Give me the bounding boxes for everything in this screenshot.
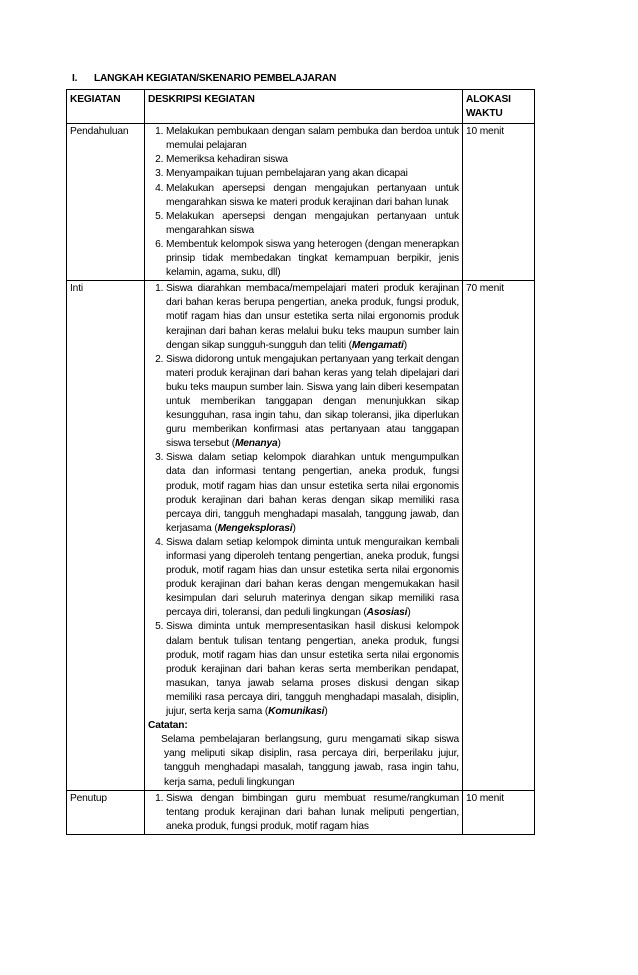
step-tag: Komunikasi xyxy=(268,706,325,718)
step-list xyxy=(148,125,459,280)
header-description: DESKRIPSI KEGIATAN xyxy=(145,90,463,124)
step-tag: Menanya xyxy=(234,438,278,450)
list-item: 4. Siswa dalam setiap kelompok diminta untuk menguraikan kembali informasi yang diperoleh tentang pengertian, aneka produk, fungsi produk, motif ragam hias dan unsur estetika serta nilai ergonomis produk kerajinan dari bahan keras dengan mengemukakan hasil kesimpulan dari seluruh materinya dengan sikap memiliki rasa percaya diri, toleransi, dan peduli lingkungan (Asosiasi) xyxy=(166,536,459,621)
activity-cell: Penutup xyxy=(67,790,145,834)
section-title: LANGKAH KEGIATAN/SKENARIO PEMBELAJARAN xyxy=(94,73,337,84)
lesson-plan-table xyxy=(66,89,535,835)
step-tag: Mengamati xyxy=(351,339,404,351)
note-text: Selama pembelajaran berlangsung, guru mengamati sikap siswa yang meliputi sikap disiplin, rasa percaya diri, berperilaku jujur, tangguh menghadapi masalah, tanggung jawab, rasa ingin tahu, kerja sama, peduli lingkungan xyxy=(161,734,459,788)
list-item: 5. Siswa diminta untuk mempresentasikan hasil diskusi kelompok dalam bentuk tulisan tentang pengertian, aneka produk, fungsi produk, motif ragam hias dan unsur estetika serta nilai ergonomis produk kerajinan dari bahan keras serta memberikan pendapat, masukan, tanya jawab selama proses diskusi dengan sikap memiliki rasa percaya diri, tangguh menghadapi masalah, disiplin, jujur, serta kerja sama (Komunikasi) xyxy=(166,620,459,719)
description-cell xyxy=(145,790,463,834)
header-time: ALOKASI WAKTU xyxy=(463,90,535,124)
list-item: 4. Melakukan apersepsi dengan mengajukan pertanyaan untuk mengarahkan siswa ke materi produk kerajinan dari bahan lunak xyxy=(166,182,459,210)
step-tag: Asosiasi xyxy=(366,607,408,619)
list-item: 2. Siswa didorong untuk mengajukan pertanyaan yang terkait dengan materi produk kerajinan dari bahan keras yang telah dipelajari dari buku teks maupun sumber lain. Siswa yang lain diberi kesempatan untuk memberikan tanggapan dengan menunjukkan sikap kesungguhan, rasa ingin tahu, dan sikap toleransi, jika diperlukan guru memberikan konfirmasi atas pertanyaan atau tanggapan siswa tersebut (Menanya) xyxy=(166,353,459,452)
list-item: 5. Melakukan apersepsi dengan mengajukan pertanyaan untuk mengarahkan siswa xyxy=(166,210,459,238)
table-row xyxy=(67,281,535,790)
description-cell xyxy=(145,124,463,281)
list-item: 1. Siswa diarahkan membaca/mempelajari materi produk kerajinan dari bahan keras berupa pengertian, aneka produk, fungsi produk, motif ragam hias dan unsur estetika serta nilai ergonomis produk kerajinan dari bahan keras melalui buku teks maupun sumber lain dengan sikap sungguh-sungguh dan teliti (Mengamati) xyxy=(166,282,459,352)
activity-cell: Pendahuluan xyxy=(67,124,145,281)
note-title: Catatan: xyxy=(148,720,188,732)
list-item: 1. Siswa dengan bimbingan guru membuat resume/rangkuman tentang produk kerajinan dari bahan lunak meliputi pengertian, aneka produk, fungsi produk, motif ragam hias xyxy=(166,792,459,834)
time-cell: 10 menit xyxy=(463,124,535,281)
step-tag: Mengeksplorasi xyxy=(217,522,293,534)
step-list xyxy=(148,792,459,834)
list-item: 6. Membentuk kelompok siswa yang heterogen (dengan menerapkan prinsip tidak membedakan tingkat kemampuan berpikir, jenis kelamin, agama, suku, dll) xyxy=(166,238,459,280)
list-item: 1. Melakukan pembukaan dengan salam pembuka dan berdoa untuk memulai pelajaran xyxy=(166,125,459,153)
time-cell: 10 menit xyxy=(463,790,535,834)
table-header-row xyxy=(67,90,535,124)
description-cell xyxy=(145,281,463,790)
list-item: 3. Menyampaikan tujuan pembelajaran yang akan dicapai xyxy=(166,167,459,181)
list-item: 3. Siswa dalam setiap kelompok diarahkan untuk mengumpulkan data dan informasi tentang pengertian, aneka produk, fungsi produk, motif ragam hias dan unsur estetika serta nilai ergonomis produk kerajinan dari bahan keras dengan sikap memiliki rasa percaya diri, tangguh menghadapi masalah, tanggung jawab, dan kerjasama (Mengeksplorasi) xyxy=(166,451,459,536)
section-heading xyxy=(72,73,336,84)
activity-cell: Inti xyxy=(67,281,145,790)
header-activity: KEGIATAN xyxy=(67,90,145,124)
section-number: I. xyxy=(72,73,78,84)
time-cell: 70 menit xyxy=(463,281,535,790)
list-item: 2. Memeriksa kehadiran siswa xyxy=(166,153,459,167)
step-list xyxy=(148,282,459,719)
table-row xyxy=(67,790,535,834)
table-row xyxy=(67,124,535,281)
